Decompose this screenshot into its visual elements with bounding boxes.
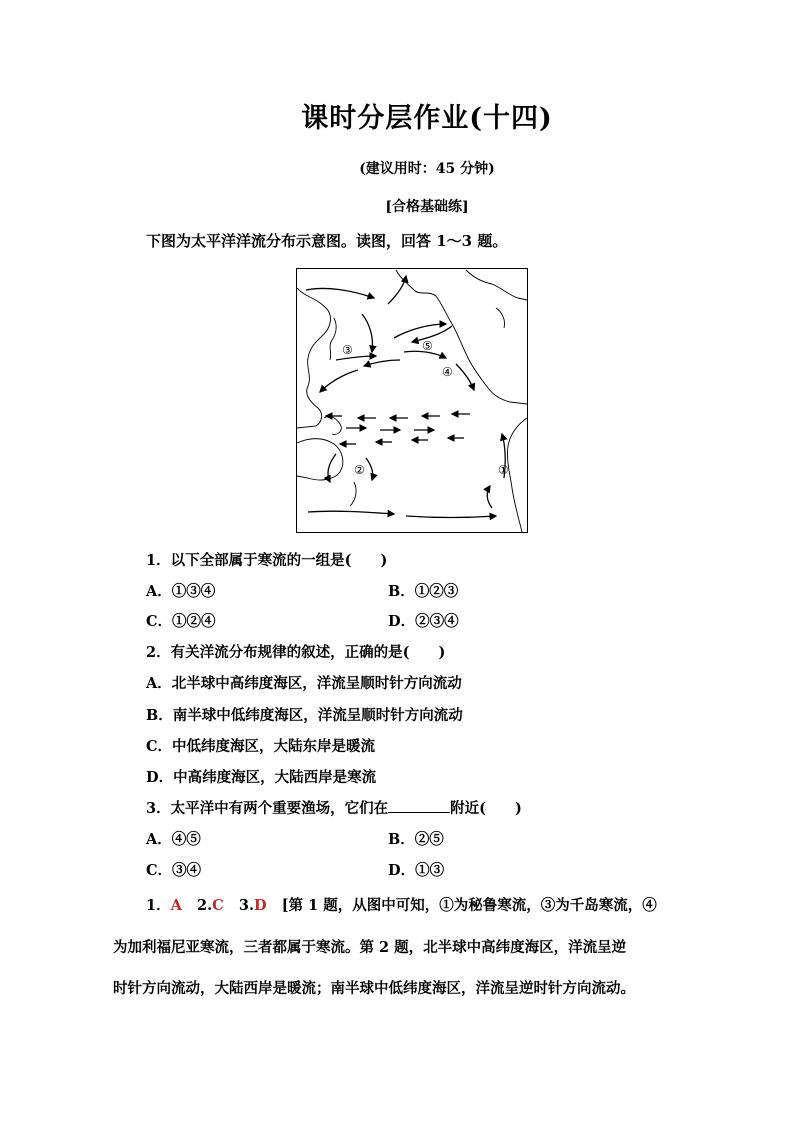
question-3-stem-before: 3．太平洋中有两个重要渔场，它们在 — [146, 800, 389, 817]
answer-1: A — [170, 897, 182, 914]
question-2-option-c: C．中低纬度海区，大陆东岸是暖流 — [146, 738, 376, 755]
fill-blank — [388, 798, 450, 813]
question-1-option-d: D．②③④ — [388, 613, 459, 630]
question-2-option-b: B．南半球中低纬度海区，洋流呈顺时针方向流动 — [146, 707, 463, 724]
page-title: 课时分层作业(十四) — [301, 103, 553, 134]
suggested-time: (建议用时：45 分钟) — [359, 161, 495, 177]
question-3-stem-after: 附近( ) — [450, 800, 522, 817]
current-label-3: ③ — [342, 343, 353, 357]
question-1-option-c: C．①②④ — [146, 613, 216, 630]
question-2-option-a: A．北半球中高纬度海区，洋流呈顺时针方向流动 — [146, 675, 462, 692]
question-3-option-b: B．②⑤ — [388, 831, 444, 848]
current-label-4: ④ — [442, 365, 453, 379]
question-1-option-a: A．①③④ — [146, 583, 216, 600]
answer-2: C — [212, 897, 224, 914]
analysis-text-1: [第 1 题，从图中可知，①为秘鲁寒流，③为千岛寒流，④ — [281, 897, 657, 914]
answer-2-prefix: 2. — [197, 897, 213, 914]
section-label: [合格基础练] — [385, 199, 469, 215]
question-2-option-d: D．中高纬度海区，大陆西岸是寒流 — [146, 769, 377, 786]
question-1-option-b: B．①②③ — [388, 583, 459, 600]
question-3-option-d: D．①③ — [388, 862, 445, 879]
current-label-1: ① — [498, 463, 509, 477]
answer-line-1 — [146, 894, 657, 915]
question-2-stem: 2．有关洋流分布规律的叙述，正确的是( ) — [146, 644, 446, 661]
pacific-currents-map — [296, 268, 528, 533]
question-3-option-a: A．④⑤ — [146, 831, 201, 848]
question-3-stem — [146, 797, 522, 818]
question-intro: 下图为太平洋洋流分布示意图。读图，回答 1～3 题。 — [146, 232, 508, 250]
answer-line-3: 时针方向流动，大陆西岸是暖流；南半球中低纬度海区，洋流呈逆时针方向流动。 — [113, 980, 635, 997]
current-label-5: ⑤ — [422, 339, 433, 353]
map-frame — [297, 269, 528, 533]
answer-prefix: 1． — [146, 897, 171, 914]
answer-3-prefix: 3. — [238, 897, 254, 914]
answer-3: D — [254, 897, 267, 914]
answer-line-2: 为加利福尼亚寒流，三者都属于寒流。第 2 题，北半球中高纬度海区，洋流呈逆 — [113, 939, 627, 956]
current-label-2: ② — [354, 463, 365, 477]
question-1-stem: 1．以下全部属于寒流的一组是( ) — [146, 552, 388, 569]
question-3-option-c: C．③④ — [146, 862, 202, 879]
